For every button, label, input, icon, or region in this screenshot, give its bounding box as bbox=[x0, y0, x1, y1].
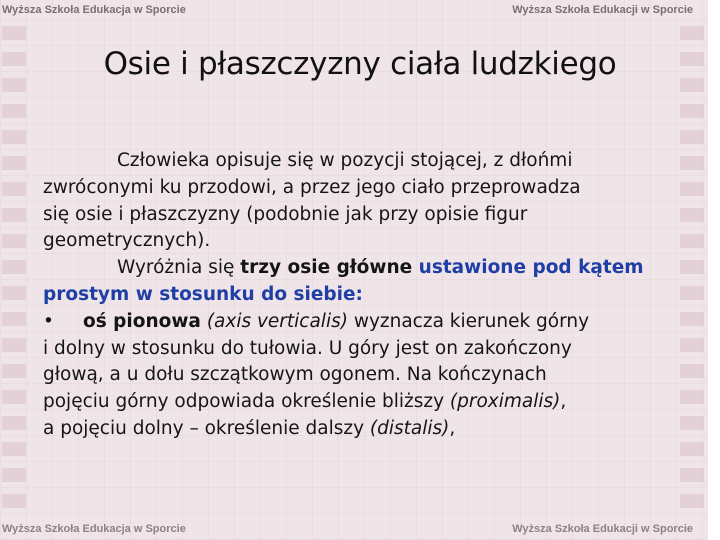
paragraph-1-line-2: zwróconymi ku przodowi, a przez jego ciało przeprowadza bbox=[43, 176, 581, 198]
bullet-line-4-comma: , bbox=[560, 391, 567, 413]
bullet-latin: (axis verticalis) bbox=[206, 310, 348, 332]
bullet-line-2: i dolny w stosunku do tułowia. U góry jest on zakończony bbox=[43, 337, 572, 359]
footer-right-text: Wyższa Szkoła Edukacji w Sporcie bbox=[512, 523, 693, 535]
bullet-distalis: (distalis) bbox=[369, 417, 450, 439]
paragraph-2-line-1 bbox=[43, 255, 683, 282]
paragraph-1-line-1: Człowieka opisuje się w pozycji stojącej, z dłońmi bbox=[117, 150, 573, 171]
bullet-line-4-text: pojęciu górny odpowiada określenie bliższy bbox=[43, 391, 450, 413]
bullet-marker: • bbox=[43, 310, 54, 332]
bullet-term: oś pionowa bbox=[83, 310, 201, 332]
slide-body bbox=[43, 148, 683, 443]
bullet-line-5-comma: , bbox=[449, 417, 456, 439]
header-left-text: Wyższa Szkoła Edukacja w Sporcie bbox=[2, 4, 186, 16]
bullet-line-4 bbox=[43, 389, 683, 416]
watermark-logo-column-right bbox=[680, 26, 704, 516]
watermark-logo-column-left bbox=[2, 26, 26, 516]
paragraph-2-blue: ustawione pod kątem bbox=[412, 257, 644, 279]
header-right-text: Wyższa Szkoła Edukacji w Sporcie bbox=[512, 4, 693, 16]
paragraph-1-line-4: geometrycznych). bbox=[43, 230, 211, 252]
paragraph-1-line-3: się osie i płaszczyzny (podobnie jak przy opisie figur bbox=[43, 203, 528, 225]
paragraph-2-bold: trzy osie główne bbox=[240, 257, 413, 279]
bullet-line-1-rest: wyznacza kierunek górny bbox=[347, 310, 590, 332]
bullet-proximalis: (proximalis) bbox=[449, 391, 561, 413]
bullet-line-5 bbox=[43, 416, 683, 443]
paragraph-2-line-2: prostym w stosunku do siebie: bbox=[43, 283, 363, 305]
footer-left-text: Wyższa Szkoła Edukacja w Sporcie bbox=[2, 523, 186, 535]
bullet-line-1 bbox=[43, 309, 683, 336]
slide-title: Osie i płaszczyzny ciała ludzkiego bbox=[103, 46, 617, 82]
bullet-line-3: głową, a u dołu szczątkowym ogonem. Na kończynach bbox=[43, 364, 547, 386]
paragraph-2-intro: Wyróżnia się bbox=[117, 257, 241, 279]
bullet-line-5-text: a pojęciu dolny – określenie dalszy bbox=[43, 417, 370, 439]
